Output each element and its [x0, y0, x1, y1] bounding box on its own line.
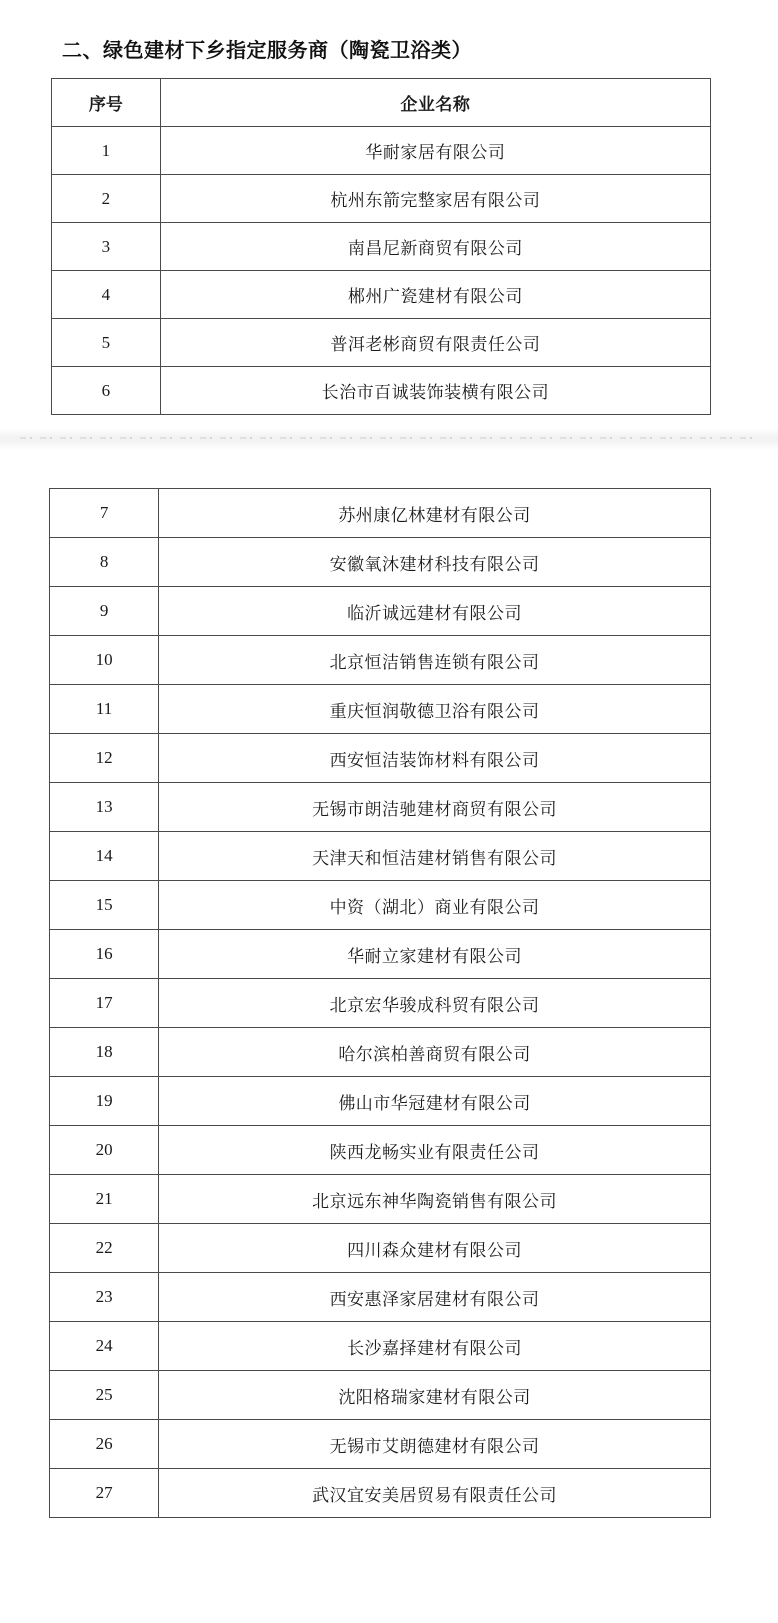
row-index: 7 — [50, 489, 159, 538]
row-company-name: 华耐家居有限公司 — [160, 127, 710, 175]
row-index: 22 — [50, 1224, 159, 1273]
table-row — [50, 979, 711, 1028]
table-row — [50, 1028, 711, 1077]
table-row — [50, 1273, 711, 1322]
row-index: 24 — [50, 1322, 159, 1371]
page-break — [0, 428, 778, 450]
row-index: 16 — [50, 930, 159, 979]
row-index: 26 — [50, 1420, 159, 1469]
row-index: 15 — [50, 881, 159, 930]
row-index: 1 — [52, 127, 161, 175]
table-row — [50, 636, 711, 685]
table-row — [50, 1469, 711, 1518]
table-row — [52, 367, 711, 415]
row-company-name: 北京恒洁销售连锁有限公司 — [159, 636, 711, 685]
row-index: 14 — [50, 832, 159, 881]
row-index: 5 — [52, 319, 161, 367]
table-row — [50, 832, 711, 881]
table-row — [50, 783, 711, 832]
table-row — [50, 734, 711, 783]
row-company-name: 无锡市朗洁驰建材商贸有限公司 — [159, 783, 711, 832]
row-company-name: 北京宏华骏成科贸有限公司 — [159, 979, 711, 1028]
row-company-name: 西安惠泽家居建材有限公司 — [159, 1273, 711, 1322]
scan-artifact — [20, 437, 758, 439]
row-company-name: 沈阳格瑞家建材有限公司 — [159, 1371, 711, 1420]
table-row — [52, 175, 711, 223]
row-company-name: 安徽氧沐建材科技有限公司 — [159, 538, 711, 587]
row-company-name: 佛山市华冠建材有限公司 — [159, 1077, 711, 1126]
row-index: 17 — [50, 979, 159, 1028]
row-company-name: 长治市百诚装饰装横有限公司 — [160, 367, 710, 415]
section-heading: 二、绿色建材下乡指定服务商（陶瓷卫浴类） — [62, 38, 472, 62]
row-index: 11 — [50, 685, 159, 734]
row-index: 8 — [50, 538, 159, 587]
table-row — [50, 538, 711, 587]
row-index: 2 — [52, 175, 161, 223]
table-row — [50, 587, 711, 636]
row-company-name: 临沂诚远建材有限公司 — [159, 587, 711, 636]
row-index: 13 — [50, 783, 159, 832]
row-index: 27 — [50, 1469, 159, 1518]
row-company-name: 华耐立家建材有限公司 — [159, 930, 711, 979]
row-index: 21 — [50, 1175, 159, 1224]
row-company-name: 重庆恒润敬德卫浴有限公司 — [159, 685, 711, 734]
table-row — [50, 685, 711, 734]
row-index: 10 — [50, 636, 159, 685]
row-company-name: 南昌尼新商贸有限公司 — [160, 223, 710, 271]
row-company-name: 长沙嘉择建材有限公司 — [159, 1322, 711, 1371]
row-company-name: 哈尔滨柏善商贸有限公司 — [159, 1028, 711, 1077]
table-row — [50, 1322, 711, 1371]
row-company-name: 北京远东神华陶瓷销售有限公司 — [159, 1175, 711, 1224]
service-provider-table-page-2 — [49, 488, 711, 1518]
row-index: 20 — [50, 1126, 159, 1175]
row-index: 6 — [52, 367, 161, 415]
row-index: 3 — [52, 223, 161, 271]
table-row — [50, 1126, 711, 1175]
row-index: 23 — [50, 1273, 159, 1322]
table-row — [50, 1077, 711, 1126]
table-row — [52, 223, 711, 271]
row-company-name: 杭州东箭完整家居有限公司 — [160, 175, 710, 223]
row-company-name: 西安恒洁装饰材料有限公司 — [159, 734, 711, 783]
row-company-name: 普洱老彬商贸有限责任公司 — [160, 319, 710, 367]
header-company-name: 企业名称 — [160, 79, 710, 127]
table-row — [50, 489, 711, 538]
row-company-name: 郴州广瓷建材有限公司 — [160, 271, 710, 319]
row-index: 12 — [50, 734, 159, 783]
table-row — [52, 319, 711, 367]
row-company-name: 四川森众建材有限公司 — [159, 1224, 711, 1273]
row-company-name: 武汉宜安美居贸易有限责任公司 — [159, 1469, 711, 1518]
row-index: 4 — [52, 271, 161, 319]
service-provider-table-page-1 — [51, 78, 711, 415]
row-company-name: 中资（湖北）商业有限公司 — [159, 881, 711, 930]
row-company-name: 陕西龙畅实业有限责任公司 — [159, 1126, 711, 1175]
row-index: 19 — [50, 1077, 159, 1126]
row-company-name: 天津天和恒洁建材销售有限公司 — [159, 832, 711, 881]
table-row — [52, 271, 711, 319]
table-row — [50, 1371, 711, 1420]
row-index: 25 — [50, 1371, 159, 1420]
row-company-name: 苏州康亿林建材有限公司 — [159, 489, 711, 538]
row-index: 18 — [50, 1028, 159, 1077]
header-index: 序号 — [52, 79, 161, 127]
table-row — [52, 127, 711, 175]
row-index: 9 — [50, 587, 159, 636]
table-row — [50, 1420, 711, 1469]
table-row — [50, 1224, 711, 1273]
table-row — [50, 1175, 711, 1224]
table-header-row — [52, 79, 711, 127]
table-row — [50, 881, 711, 930]
table-row — [50, 930, 711, 979]
row-company-name: 无锡市艾朗德建材有限公司 — [159, 1420, 711, 1469]
